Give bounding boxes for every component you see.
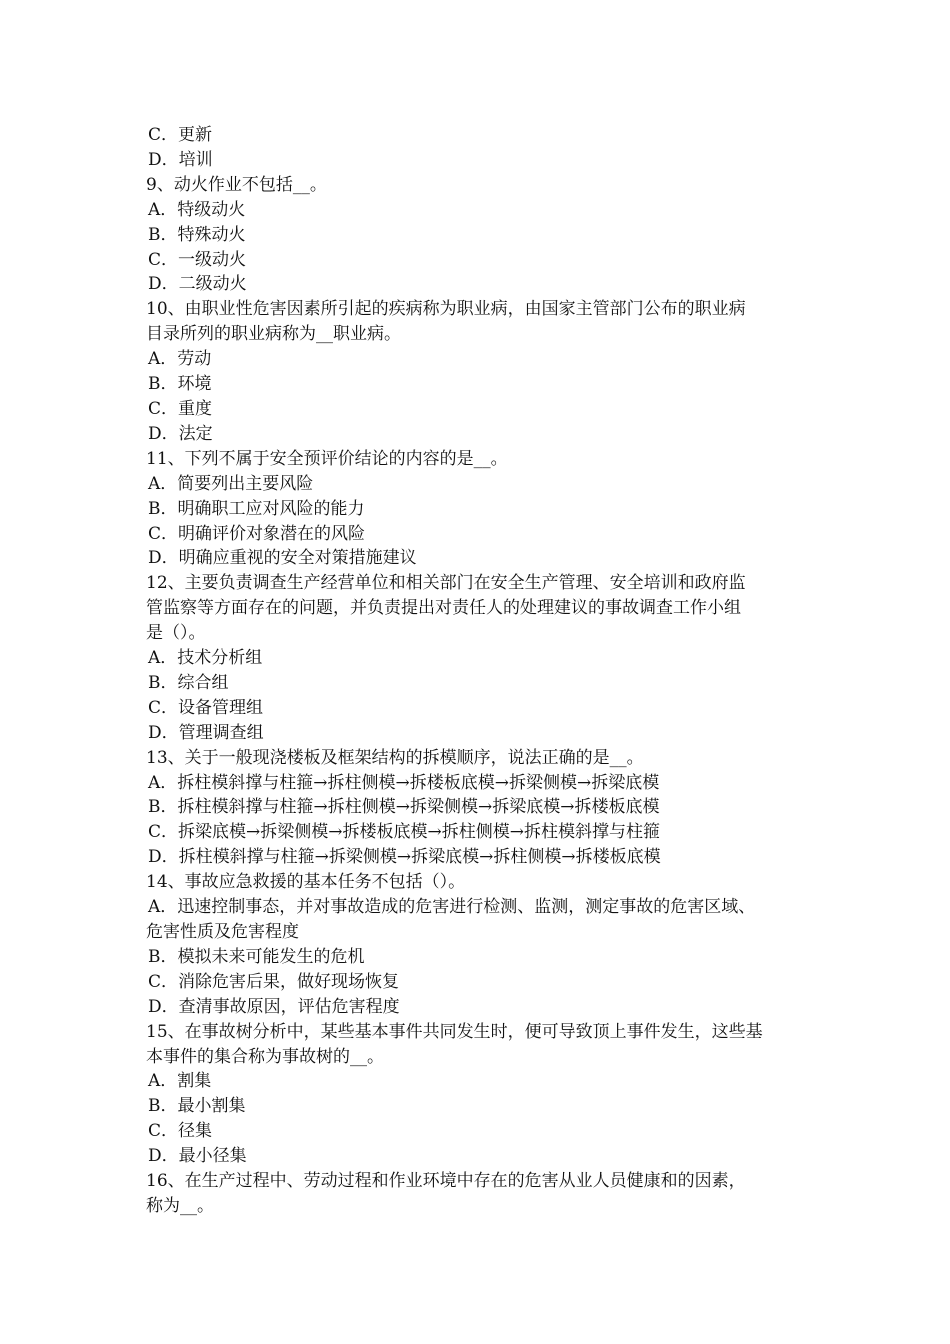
answer-option: D．查清事故原因，评估危害程度 xyxy=(148,996,400,1017)
answer-option: B．模拟未来可能发生的危机 xyxy=(148,946,365,967)
question-text: 危害性质及危害程度 xyxy=(146,922,299,942)
question-text: 14、事故应急救援的基本任务不包括（）。 xyxy=(146,872,466,893)
answer-option: C．一级动火 xyxy=(148,249,247,270)
answer-option: A．劳动 xyxy=(148,349,212,370)
answer-option: C．消除危害后果，做好现场恢复 xyxy=(148,971,400,992)
question-text: 15、在事故树分析中，某些基本事件共同发生时，便可导致顶上事件发生，这些基 xyxy=(146,1021,763,1042)
question-text: 目录所列的职业病称为__职业病。 xyxy=(146,324,401,345)
question-text: 10、由职业性危害因素所引起的疾病称为职业病，由国家主管部门公布的职业病 xyxy=(146,299,746,320)
answer-option: D．明确应重视的安全对策措施建议 xyxy=(148,548,417,569)
answer-option: C．径集 xyxy=(148,1121,213,1142)
answer-option: B．拆柱模斜撑与柱箍→拆柱侧模→拆梁侧模→拆梁底模→拆楼板底模 xyxy=(148,797,660,818)
answer-option: B．环境 xyxy=(148,374,212,395)
answer-option: A．技术分析组 xyxy=(148,648,263,669)
answer-option: A．割集 xyxy=(148,1071,212,1092)
question-text: 管监察等方面存在的问题，并负责提出对责任人的处理建议的事故调查工作小组 xyxy=(146,598,741,619)
question-text: 是（）。 xyxy=(146,623,206,644)
question-text: 11、下列不属于安全预评价结论的内容的是__。 xyxy=(146,448,508,469)
answer-option: B．特殊动火 xyxy=(148,224,246,245)
document-body xyxy=(146,123,816,1219)
answer-option: C．设备管理组 xyxy=(148,697,264,718)
question-text: 13、关于一般现浇楼板及框架结构的拆模顺序，说法正确的是__。 xyxy=(146,747,644,768)
answer-option: D．二级动火 xyxy=(148,274,247,295)
answer-option: B．最小割集 xyxy=(148,1096,246,1117)
answer-option: D．法定 xyxy=(148,423,213,444)
answer-option: A．迅速控制事态，并对事故造成的危害进行检测、监测，测定事故的危害区域、 xyxy=(148,897,756,918)
answer-option: C．重度 xyxy=(148,398,213,419)
answer-option: D．最小径集 xyxy=(148,1146,247,1167)
answer-option: D．拆柱模斜撑与柱箍→拆梁侧模→拆梁底模→拆柱侧模→拆楼板底模 xyxy=(148,847,661,868)
answer-option: B．综合组 xyxy=(148,672,229,693)
answer-option: B．明确职工应对风险的能力 xyxy=(148,498,365,519)
answer-option: D．管理调查组 xyxy=(148,722,264,743)
answer-option: D．培训 xyxy=(148,149,213,170)
question-text: 16、在生产过程中、劳动过程和作业环境中存在的危害从业人员健康和的因素， xyxy=(146,1171,746,1192)
question-text: 称为__。 xyxy=(146,1195,214,1216)
question-text: 本事件的集合称为事故树的__。 xyxy=(146,1046,384,1067)
answer-option: C．更新 xyxy=(148,125,213,145)
answer-option: A．拆柱模斜撑与柱箍→拆柱侧模→拆楼板底模→拆梁侧模→拆梁底模 xyxy=(148,772,660,793)
question-text: 12、主要负责调查生产经营单位和相关部门在安全生产管理、安全培训和政府监 xyxy=(146,573,746,594)
question-text: 9、动火作业不包括__。 xyxy=(146,174,327,195)
answer-option: A．特级动火 xyxy=(148,199,246,220)
answer-option: C．拆梁底模→拆梁侧模→拆楼板底模→拆柱侧模→拆柱模斜撑与柱箍 xyxy=(148,822,660,843)
answer-option: C．明确评价对象潜在的风险 xyxy=(148,523,366,544)
answer-option: A．简要列出主要风险 xyxy=(148,473,314,494)
